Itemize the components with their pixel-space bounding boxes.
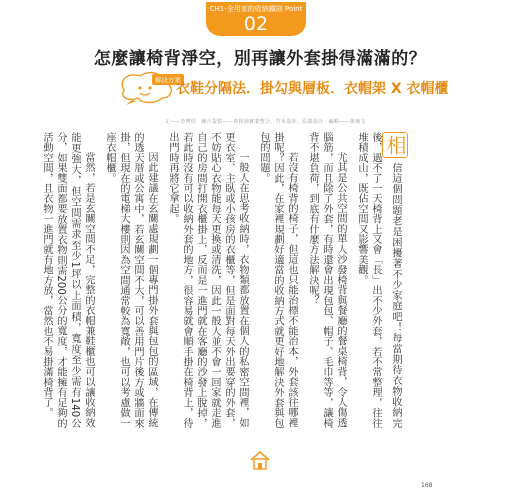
chapter-number: 02: [243, 13, 269, 35]
credits-line: 文——李博恬 圖片提供——春和園實業整合、竹禾設計、原義設計 編輯——黃琬文: [164, 119, 366, 125]
paragraph-6: 當然，若是玄關空間不足，完整的衣帽兼鞋櫃也可以讓收納效能更強大，但空間需求至少1坪以上面積，寬度至少需有140公分，如果雙面都要放置衣物則需200公分的寬度，才能擁有足夠的活動空間，且衣物一進門就有地方放，當然也不易掛滿椅背了。: [41, 132, 94, 428]
paragraph-5: 因此建議在玄關處規劃一個專門掛外套與包包的區域，在傳統的透天厝或公寓中，若玄關空間不大，可以善用門片後方或牆面來掛，但現在的電梯大樓則因為空間通常較為寬敞，也可以考慮做一座衣帽櫃。: [104, 132, 157, 428]
paragraph-4: 一般人在思考收納時，衣物類都放置在個人的私密空間裡，如更衣室、主臥或小孩房的衣櫃等，但是面對每天外出要穿的外套，不妨貼心衣物能每天更換或清洗，因此一般人並不會一回家就走進自己的房間打開衣櫃掛上，反而是一進門就在客廳的沙發上脫掉，若此時沒有可以收納外套的地方，很容易就會順手掛在椅背上，待出門時再將它拿起。: [167, 132, 248, 428]
chapter-badge: [206, 2, 306, 36]
paragraph-1: [354, 132, 408, 428]
solution-tag: 解決方案: [152, 74, 184, 85]
page-number: 168: [421, 482, 433, 489]
paragraph-3: 若沒有椅背的椅子，但這也只能治標不能治本，外套該往哪裡掛呢？因此，在家裡規劃好適當的收納方式就更好地解決外套與包包的問題。: [258, 132, 297, 428]
article-body: [41, 132, 408, 428]
drop-cap: 相: [382, 132, 408, 158]
solution-subtitle: 衣鞋分隔法．掛勾與層板．衣帽架 X 衣帽櫃: [176, 81, 449, 97]
house-icon: [249, 450, 271, 470]
chapter-label: CH1-全用家的收納鐵則 Point: [209, 5, 303, 13]
page-title: 怎麼讓椅背淨空，別再讓外套掛得滿滿的？: [93, 49, 427, 69]
paragraph-2: 尤其是公共空間的單人沙發椅背與餐廳的餐桌椅背，令人傷透腦筋，而且除了外套，有時還會出現包包、帽子、毛巾等等，讓椅背不堪負荷，到底有什麼方法解決呢？: [307, 132, 346, 428]
paragraph-1-text: 信這個問題老是困擾著不少家庭吧！每當期待衣物收納完後，過不了一天椅背上又會「長」出不少外套，若不常整理，往往堆積成山，既佔空間又影響美觀。: [356, 132, 401, 428]
